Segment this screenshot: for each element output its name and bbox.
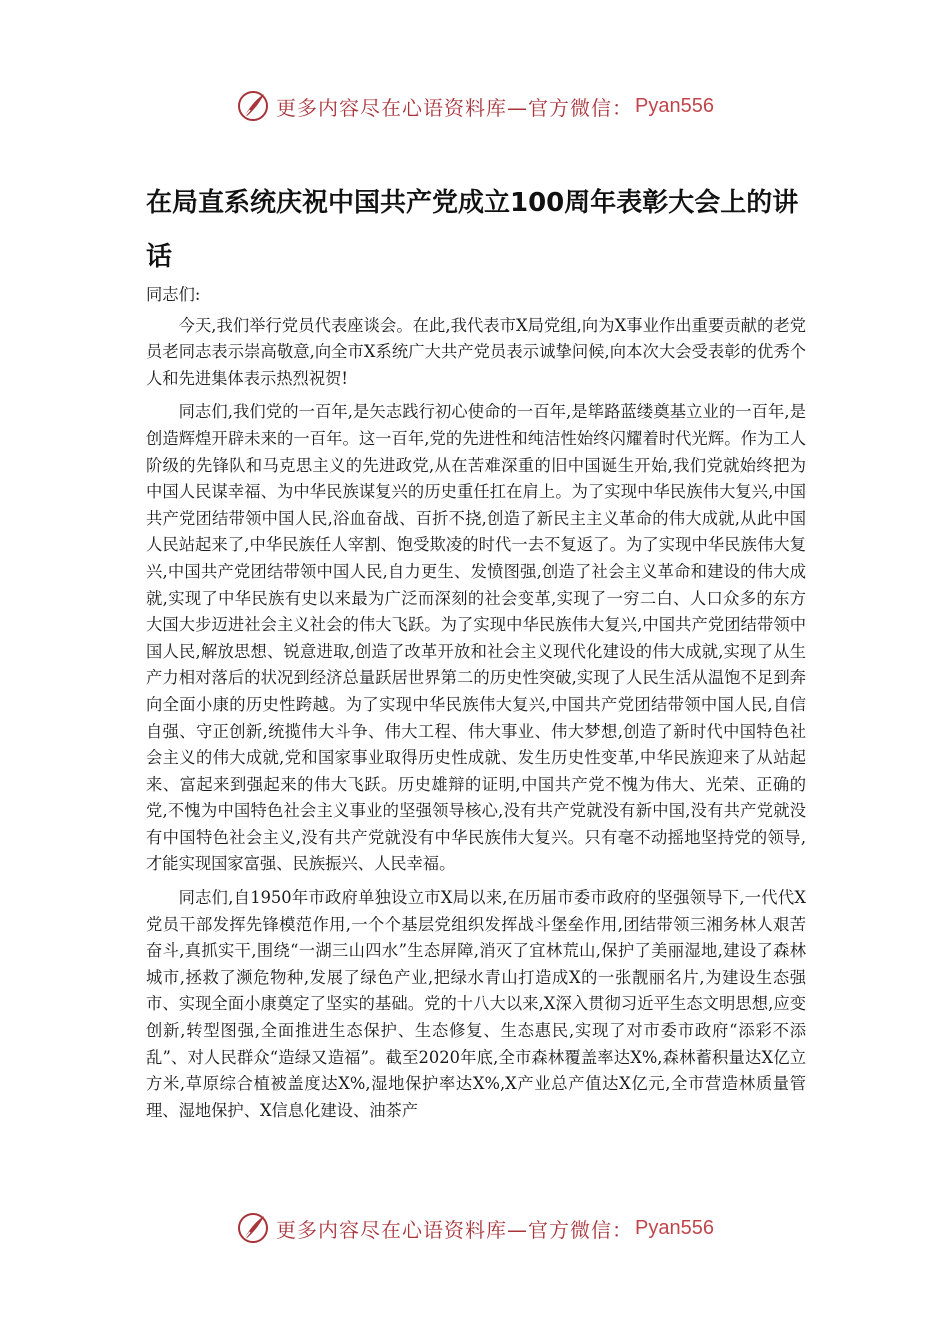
greeting: 同志们: [146,285,201,304]
paragraph-party-history: 同志们,我们党的一百年,是矢志践行初心使命的一百年,是筚路蓝缕奠基立业的一百年,是创造辉煌开辟未来的一百年。这一百年,党的先进性和纯洁性始终闪耀着时代光辉。作为工人阶级的先锋队和马克思主义的先进政党,从在苦难深重的旧中国诞生开始,我们党就始终把为中国人民谋幸福、为中华民族谋复兴的历史重任扛在肩上。为了实现中华民族伟大复兴,中国共产党团结带领中国人民,浴血奋战、百折不挠,创造了新民主主义革命的伟大成就,从此中国人民站起来了,中华民族任人宰割、饱受欺凌的时代一去不复返了。为了实现中华民族伟大复兴,中国共产党团结带领中国人民,自力更生、发愤图强,创造了社会主义革命和建设的伟大成就,实现了中华民族有史以来最为广泛而深刻的社会变革,实现了一穷二白、人口众多的东方大国大步迈进社会主义社会的伟大飞跃。为了实现中华民族伟大复兴,中国共产党团结带领中国人民,解放思想、锐意进取,创造了改革开放和社会主义现代化建设的伟大成就,实现了从生产力相对落后的状况到经济总量跃居世界第二的历史性突破,实现了人民生活从温饱不足到奔向全面小康的历史性跨越。为了实现中华民族伟大复兴,中国共产党团结带领中国人民,自信自强、守正创新,统揽伟大斗争、伟大工程、伟大事业、伟大梦想,创造了新时代中国特色社会主义的伟大成就,党和国家事业取得历史性成就、发生历史性变革,中华民族迎来了从站起来、富起来到强起来的伟大飞跃。历史雄辩的证明,中国共产党不愧为伟大、光荣、正确的党,不愧为中国特色社会主义事业的坚强领导核心,没有共产党就没有新中国,没有共产党就没有中国特色社会主义,没有共产党就没有中华民族伟大复兴。只有毫不动摇地坚持党的领导,才能实现国家富强、民族振兴、人民幸福。 [146,402,806,874]
paragraph-bureau-history: 同志们,自1950年市政府单独设立市X局以来,在历届市委市政府的坚强领导下,一代代X党员干部发挥先锋模范作用,一个个基层党组织发挥战斗堡垒作用,团结带领三湘务林人艰苦奋斗,真抓实干,围绕“一湖三山四水”生态屏障,消灭了宜林荒山,保护了美丽湿地,建设了森林城市,拯救了濒危物种,发展了绿色产业,把绿水青山打造成X的一张靓丽名片,为建设生态强市、实现全面小康奠定了坚实的基础。党的十八大以来,X深入贯彻习近平生态文明思想,应变创新,转型图强,全面推进生态保护、生态修复、生态惠民,实现了对市委市政府“添彩不添乱”、对人民群众“造绿又造福”。截至2020年底,全市森林覆盖率达X%,森林蓄积量达X亿立方米,草原综合植被盖度达X%,湿地保护率达X%,X产业总产值达X亿元,全市营造林质量管理、湿地保护、X信息化建设、油茶产 [146,888,806,1120]
watermark-text: 更多内容尽在心语资料库—官方微信： [276,1217,634,1242]
watermark-banner-bottom [0,1208,950,1248]
watermark-wechat-id: Pyan556 [635,94,714,117]
document-body [146,282,806,1124]
feather-pen-logo-icon [236,1211,270,1245]
paragraph-opening: 今天,我们举行党员代表座谈会。在此,我代表市X局党组,向为X事业作出重要贡献的老党员老同志表示崇高敬意,向全市X系统广大共产党员表示诚挚问候,向本次大会受表彰的优秀个人和先进集体表示热烈祝贺! [146,315,806,388]
document-title: 在局直系统庆祝中国共产党成立100周年表彰大会上的讲话 [146,188,799,272]
feather-pen-logo-icon [236,89,270,123]
watermark-wechat-id: Pyan556 [635,1216,714,1239]
watermark-text: 更多内容尽在心语资料库—官方微信： [276,95,634,120]
watermark-banner-top [0,86,950,126]
